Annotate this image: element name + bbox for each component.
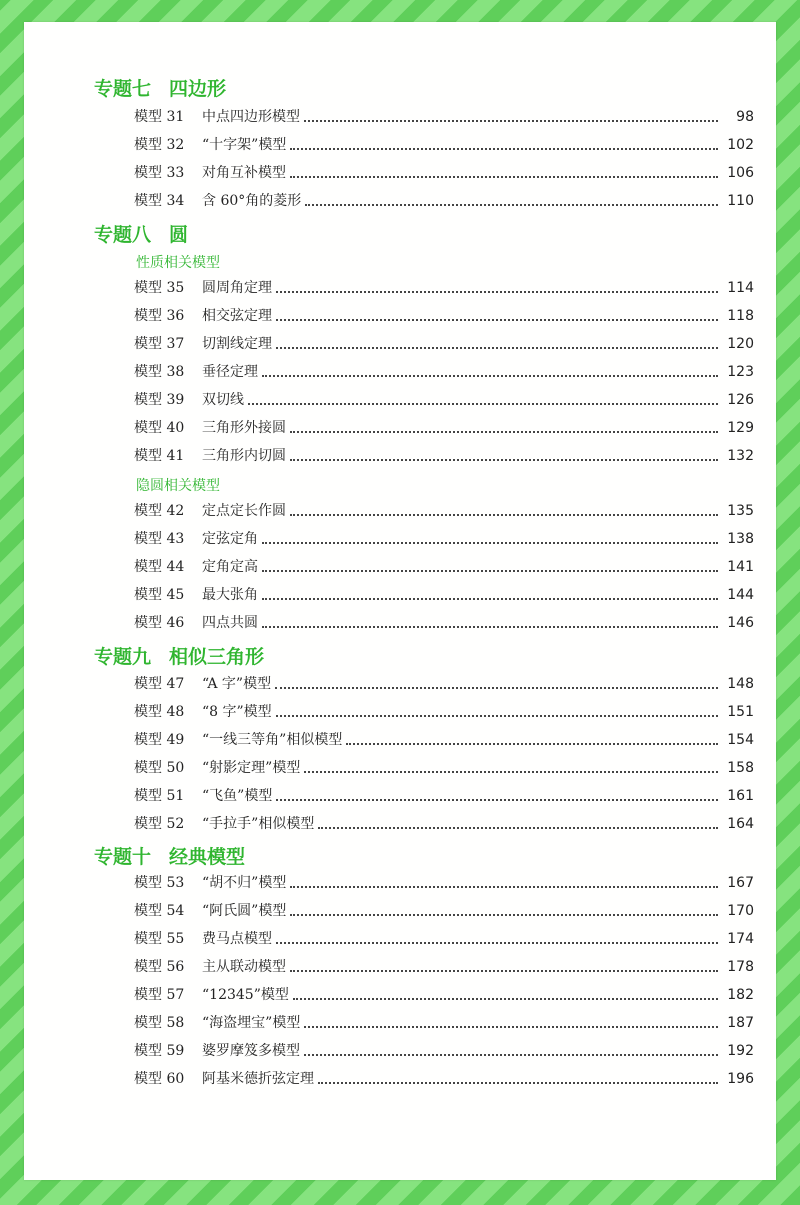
entry-title: “12345”模型 bbox=[202, 987, 289, 1003]
page-number: 123 bbox=[727, 364, 754, 380]
model-label: 模型 50 bbox=[134, 760, 185, 776]
model-label: 模型 31 bbox=[134, 109, 185, 125]
section-title[interactable]: 专题八 圆 bbox=[94, 224, 189, 246]
dot-leader bbox=[304, 1026, 718, 1028]
entry-title: 中点四边形模型 bbox=[202, 109, 300, 125]
model-label: 模型 42 bbox=[134, 503, 185, 519]
toc-entry[interactable] bbox=[134, 417, 754, 439]
page-number: 192 bbox=[727, 1043, 754, 1059]
toc-entry[interactable] bbox=[134, 900, 754, 922]
dot-leader bbox=[293, 998, 718, 1000]
page-number: 161 bbox=[727, 788, 754, 804]
dot-leader bbox=[276, 291, 718, 293]
page-number: 132 bbox=[727, 448, 754, 464]
toc-entry[interactable] bbox=[134, 500, 754, 522]
toc-entry[interactable] bbox=[134, 528, 754, 550]
model-label: 模型 41 bbox=[134, 448, 185, 464]
page-number: 129 bbox=[727, 420, 754, 436]
entry-title: 四点共圆 bbox=[202, 615, 258, 631]
model-label: 模型 54 bbox=[134, 903, 185, 919]
page-number: 174 bbox=[727, 931, 754, 947]
dot-leader bbox=[290, 970, 718, 972]
dot-leader bbox=[346, 743, 718, 745]
section-title[interactable]: 专题七 四边形 bbox=[94, 78, 227, 100]
model-label: 模型 35 bbox=[134, 280, 185, 296]
toc-entry[interactable] bbox=[134, 556, 754, 578]
dot-leader bbox=[276, 799, 718, 801]
dot-leader bbox=[275, 687, 718, 689]
model-label: 模型 57 bbox=[134, 987, 185, 1003]
entry-title: 圆周角定理 bbox=[202, 280, 272, 296]
page-number: 102 bbox=[727, 137, 754, 153]
model-label: 模型 58 bbox=[134, 1015, 185, 1031]
entry-title: “射影定理”模型 bbox=[202, 760, 301, 776]
toc-entry[interactable] bbox=[134, 162, 754, 184]
page-number: 182 bbox=[727, 987, 754, 1003]
dot-leader bbox=[276, 347, 718, 349]
toc-entry[interactable] bbox=[134, 729, 754, 751]
dot-leader bbox=[262, 626, 718, 628]
page-number: 196 bbox=[727, 1071, 754, 1087]
page-number: 167 bbox=[727, 875, 754, 891]
page-number: 178 bbox=[727, 959, 754, 975]
model-label: 模型 34 bbox=[134, 193, 185, 209]
toc-entry[interactable] bbox=[134, 190, 754, 212]
dot-leader bbox=[262, 570, 718, 572]
dot-leader bbox=[276, 942, 718, 944]
subsection-title[interactable]: 性质相关模型 bbox=[136, 255, 220, 271]
page-number: 114 bbox=[727, 280, 754, 296]
dot-leader bbox=[290, 148, 718, 150]
model-label: 模型 47 bbox=[134, 676, 185, 692]
toc-entry[interactable] bbox=[134, 277, 754, 299]
dot-leader bbox=[248, 403, 718, 405]
page-number: 154 bbox=[727, 732, 754, 748]
dot-leader bbox=[318, 827, 718, 829]
entry-title: 双切线 bbox=[202, 392, 244, 408]
entry-title: 阿基米德折弦定理 bbox=[202, 1071, 314, 1087]
page-number: 120 bbox=[727, 336, 754, 352]
page-number: 146 bbox=[727, 615, 754, 631]
entry-title: “阿氏圆”模型 bbox=[202, 903, 287, 919]
toc-entry[interactable] bbox=[134, 1068, 754, 1090]
toc-entry[interactable] bbox=[134, 134, 754, 156]
toc-page bbox=[24, 22, 776, 1180]
entry-title: “胡不归”模型 bbox=[202, 875, 287, 891]
toc-entry[interactable] bbox=[134, 305, 754, 327]
entry-title: 切割线定理 bbox=[202, 336, 272, 352]
toc-entry[interactable] bbox=[134, 445, 754, 467]
model-label: 模型 33 bbox=[134, 165, 185, 181]
entry-title: 三角形外接圆 bbox=[202, 420, 286, 436]
model-label: 模型 49 bbox=[134, 732, 185, 748]
model-label: 模型 59 bbox=[134, 1043, 185, 1059]
toc-entry[interactable] bbox=[134, 956, 754, 978]
model-label: 模型 38 bbox=[134, 364, 185, 380]
page-number: 98 bbox=[736, 109, 754, 125]
dot-leader bbox=[304, 120, 718, 122]
page-number: 106 bbox=[727, 165, 754, 181]
dot-leader bbox=[276, 715, 718, 717]
entry-title: “一线三等角”相似模型 bbox=[202, 732, 343, 748]
entry-title: 对角互补模型 bbox=[202, 165, 286, 181]
page-number: 170 bbox=[727, 903, 754, 919]
entry-title: “十字架”模型 bbox=[202, 137, 287, 153]
entry-title: 含 60°角的菱形 bbox=[202, 193, 302, 209]
toc-entry[interactable] bbox=[134, 333, 754, 355]
dot-leader bbox=[262, 375, 718, 377]
page-number: 164 bbox=[727, 816, 754, 832]
section-title[interactable]: 专题九 相似三角形 bbox=[94, 646, 265, 668]
page-number: 148 bbox=[727, 676, 754, 692]
entry-title: 垂径定理 bbox=[202, 364, 258, 380]
dot-leader bbox=[290, 886, 718, 888]
dot-leader bbox=[304, 771, 718, 773]
page-number: 141 bbox=[727, 559, 754, 575]
toc-entry[interactable] bbox=[134, 1012, 754, 1034]
model-label: 模型 48 bbox=[134, 704, 185, 720]
model-label: 模型 43 bbox=[134, 531, 185, 547]
toc-entry[interactable] bbox=[134, 612, 754, 634]
model-label: 模型 46 bbox=[134, 615, 185, 631]
entry-title: 三角形内切圆 bbox=[202, 448, 286, 464]
entry-title: “手拉手”相似模型 bbox=[202, 816, 315, 832]
entry-title: “8 字”模型 bbox=[202, 704, 272, 720]
model-label: 模型 60 bbox=[134, 1071, 185, 1087]
page-number: 110 bbox=[727, 193, 754, 209]
entry-title: “飞鱼”模型 bbox=[202, 788, 273, 804]
dot-leader bbox=[262, 598, 718, 600]
toc-entry[interactable] bbox=[134, 361, 754, 383]
toc-entry[interactable] bbox=[134, 757, 754, 779]
entry-title: 费马点模型 bbox=[202, 931, 272, 947]
toc-entry[interactable] bbox=[134, 813, 754, 835]
model-label: 模型 40 bbox=[134, 420, 185, 436]
model-label: 模型 52 bbox=[134, 816, 185, 832]
page-number: 138 bbox=[727, 531, 754, 547]
toc-entry[interactable] bbox=[134, 872, 754, 894]
entry-title: “A 字”模型 bbox=[202, 676, 272, 692]
entry-title: “海盗埋宝”模型 bbox=[202, 1015, 301, 1031]
toc-entry[interactable] bbox=[134, 673, 754, 695]
toc-entry[interactable] bbox=[134, 785, 754, 807]
model-label: 模型 45 bbox=[134, 587, 185, 603]
model-label: 模型 37 bbox=[134, 336, 185, 352]
subsection-title[interactable]: 隐圆相关模型 bbox=[136, 478, 220, 494]
entry-title: 定点定长作圆 bbox=[202, 503, 286, 519]
page-number: 135 bbox=[727, 503, 754, 519]
model-label: 模型 39 bbox=[134, 392, 185, 408]
toc-entry[interactable] bbox=[134, 984, 754, 1006]
model-label: 模型 55 bbox=[134, 931, 185, 947]
dot-leader bbox=[290, 459, 718, 461]
dot-leader bbox=[262, 542, 718, 544]
entry-title: 定弦定角 bbox=[202, 531, 258, 547]
entry-title: 主从联动模型 bbox=[202, 959, 286, 975]
toc-entry[interactable] bbox=[134, 928, 754, 950]
model-label: 模型 32 bbox=[134, 137, 185, 153]
entry-title: 婆罗摩笈多模型 bbox=[202, 1043, 300, 1059]
toc-entry[interactable] bbox=[134, 1040, 754, 1062]
toc-entry[interactable] bbox=[134, 389, 754, 411]
model-label: 模型 56 bbox=[134, 959, 185, 975]
model-label: 模型 53 bbox=[134, 875, 185, 891]
page-number: 158 bbox=[727, 760, 754, 776]
page-number: 187 bbox=[727, 1015, 754, 1031]
model-label: 模型 51 bbox=[134, 788, 185, 804]
dot-leader bbox=[290, 176, 718, 178]
page-number: 151 bbox=[727, 704, 754, 720]
dot-leader bbox=[290, 431, 718, 433]
entry-title: 相交弦定理 bbox=[202, 308, 272, 324]
page-number: 144 bbox=[727, 587, 754, 603]
entry-title: 定角定高 bbox=[202, 559, 258, 575]
dot-leader bbox=[276, 319, 718, 321]
page-number: 126 bbox=[727, 392, 754, 408]
dot-leader bbox=[304, 1054, 718, 1056]
page-number: 118 bbox=[727, 308, 754, 324]
model-label: 模型 44 bbox=[134, 559, 185, 575]
dot-leader bbox=[290, 514, 718, 516]
toc-entry[interactable] bbox=[134, 701, 754, 723]
entry-title: 最大张角 bbox=[202, 587, 258, 603]
toc-entry[interactable] bbox=[134, 584, 754, 606]
dot-leader bbox=[290, 914, 718, 916]
dot-leader bbox=[305, 204, 718, 206]
model-label: 模型 36 bbox=[134, 308, 185, 324]
toc-entry[interactable] bbox=[134, 106, 754, 128]
section-title[interactable]: 专题十 经典模型 bbox=[94, 846, 246, 868]
dot-leader bbox=[318, 1082, 718, 1084]
